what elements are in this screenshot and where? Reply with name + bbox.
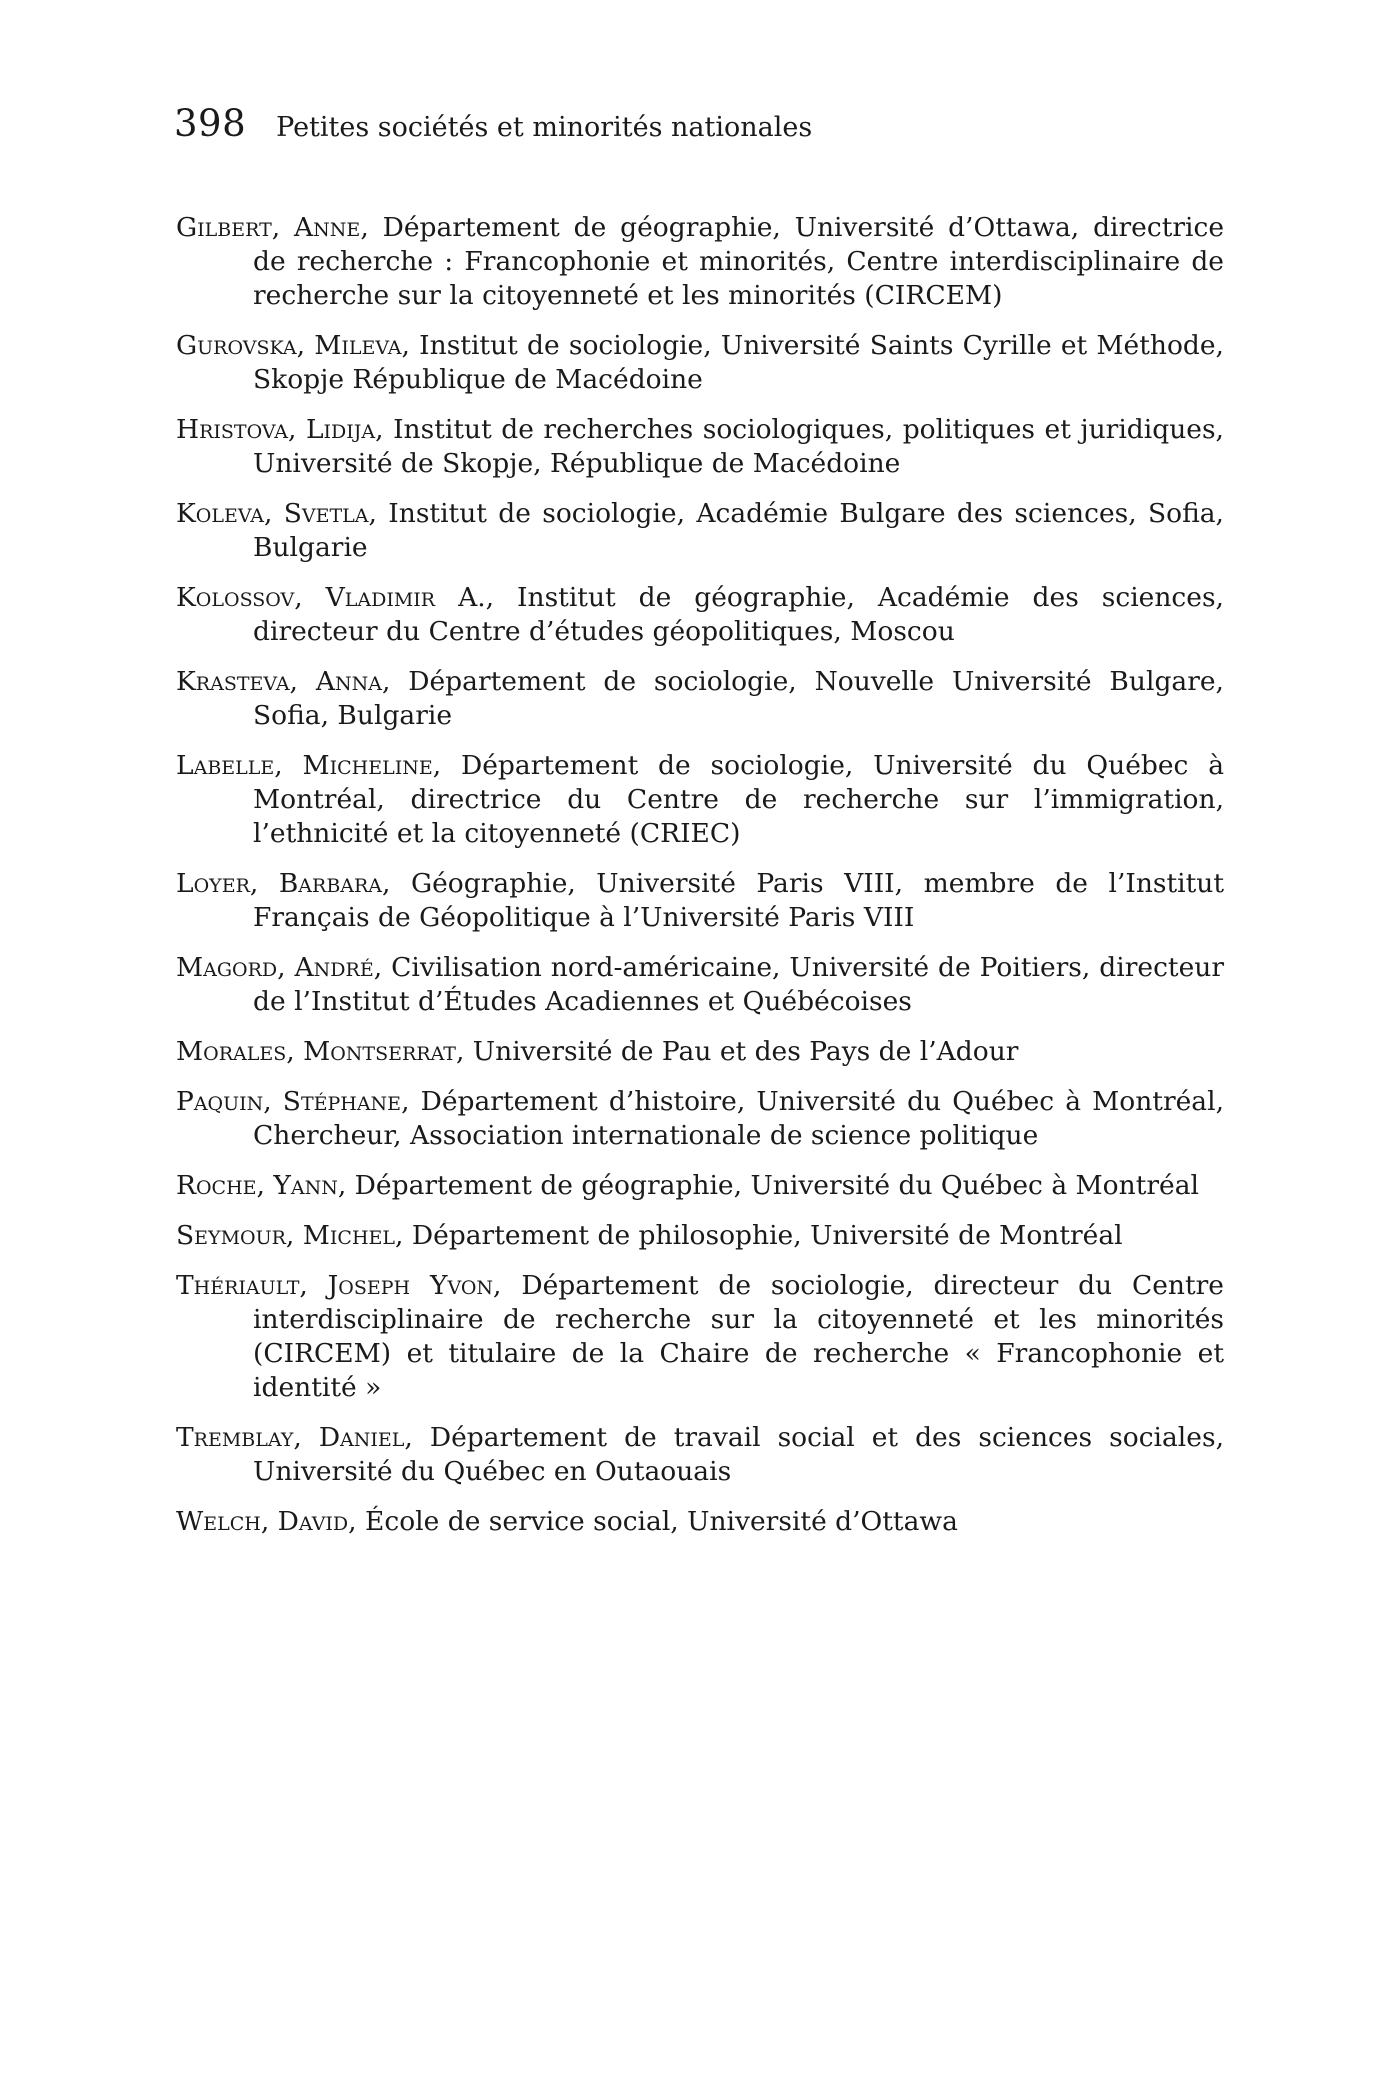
contributor-name: Roche, Yann (176, 1170, 338, 1201)
contributor-name: Loyer, Barbara (176, 868, 383, 899)
page-number: 398 (174, 102, 247, 145)
contributor-entry (176, 1421, 1224, 1489)
contributor-name: Tremblay, Daniel (176, 1422, 405, 1453)
contributor-entry (176, 1035, 1224, 1069)
contributor-affiliation: , Institut de sociologie, Académie Bulgare des sciences, Sofia, Bulgarie (253, 498, 1224, 563)
contributor-entry (176, 1505, 1224, 1539)
contributor-name: Kolossov, Vladimir A. (176, 582, 486, 613)
contributor-entry (176, 211, 1224, 313)
contributor-entry (176, 329, 1224, 397)
contributor-entry (176, 1219, 1224, 1253)
contributor-affiliation: , Institut de recherches sociologiques, politiques et juridiques, Université de Skopje, République de Macédoine (253, 414, 1224, 479)
contributor-name: Hristova, Lidija (176, 414, 376, 445)
contributor-entry (176, 1269, 1224, 1405)
contributor-affiliation: , Géographie, Université Paris VIII, membre de l’Institut Français de Géopolitique à l’Université Paris VIII (253, 868, 1224, 933)
contributor-affiliation: , Département d’histoire, Université du Québec à Montréal, Chercheur, Association internationale de science politique (253, 1086, 1224, 1151)
contributor-affiliation: , Département de géographie, Université du Québec à Montréal (337, 1170, 1199, 1201)
contributor-name: Gurovska, Mileva (176, 330, 402, 361)
contributor-entry (176, 581, 1224, 649)
contributor-entry (176, 665, 1224, 733)
contributor-affiliation: , Institut de géographie, Académie des sciences, directeur du Centre d’études géopolitiques, Moscou (253, 582, 1224, 647)
contributor-affiliation: , Département de sociologie, Université du Québec à Montréal, directrice du Centre de recherche sur l’immigration, l’ethnicité et la citoyenneté (CRIEC) (253, 750, 1225, 849)
contributor-entry (176, 1085, 1224, 1153)
contributor-name: Gilbert, Anne (176, 212, 361, 243)
contributor-entry (176, 749, 1224, 851)
contributor-list (176, 211, 1224, 1555)
contributor-name: Magord, André (176, 952, 374, 983)
contributor-affiliation: , Département de géographie, Université d’Ottawa, directrice de recherche : Francophonie et minorités, Centre interdisciplinaire de recherche sur la citoyenneté et les minorités (CIRCEM) (253, 212, 1225, 311)
running-title: Petites sociétés et minorités nationales (276, 112, 813, 143)
contributor-entry (176, 867, 1224, 935)
contributor-name: Koleva, Svetla (176, 498, 369, 529)
contributor-entry (176, 497, 1224, 565)
contributor-entry (176, 951, 1224, 1019)
contributor-affiliation: , Civilisation nord-américaine, Université de Poitiers, directeur de l’Institut d’Études Acadiennes et Québécoises (253, 952, 1224, 1017)
contributor-affiliation: , Département de philosophie, Université de Montréal (395, 1220, 1123, 1251)
contributor-entry (176, 1169, 1224, 1203)
contributor-name: Welch, David (176, 1506, 349, 1537)
contributor-entry (176, 413, 1224, 481)
contributor-affiliation: , Université de Pau et des Pays de l’Adour (455, 1036, 1019, 1067)
contributor-affiliation: , Département de sociologie, directeur du Centre interdisciplinaire de recherche sur la citoyenneté et les minorités (CIRCEM) et titulaire de la Chaire de recherche « Francophonie et identité » (253, 1270, 1224, 1403)
contributor-affiliation: , Institut de sociologie, Université Saints Cyrille et Méthode, Skopje République de Macédoine (253, 330, 1224, 395)
contributor-name: Krasteva, Anna (176, 666, 382, 697)
running-head (174, 102, 1224, 152)
contributor-name: Paquin, Stéphane (176, 1086, 402, 1117)
contributor-affiliation: , Département de sociologie, Nouvelle Université Bulgare, Sofia, Bulgarie (253, 666, 1224, 731)
contributor-affiliation: , École de service social, Université d’Ottawa (348, 1506, 958, 1537)
contributor-name: Seymour, Michel (176, 1220, 395, 1251)
contributor-name: Morales, Montserrat (176, 1036, 456, 1067)
contributor-affiliation: , Département de travail social et des sciences sociales, Université du Québec en Outaouais (253, 1422, 1224, 1487)
contributor-name: Labelle, Micheline (176, 750, 433, 781)
contributor-name: Thériault, Joseph Yvon (176, 1270, 494, 1301)
